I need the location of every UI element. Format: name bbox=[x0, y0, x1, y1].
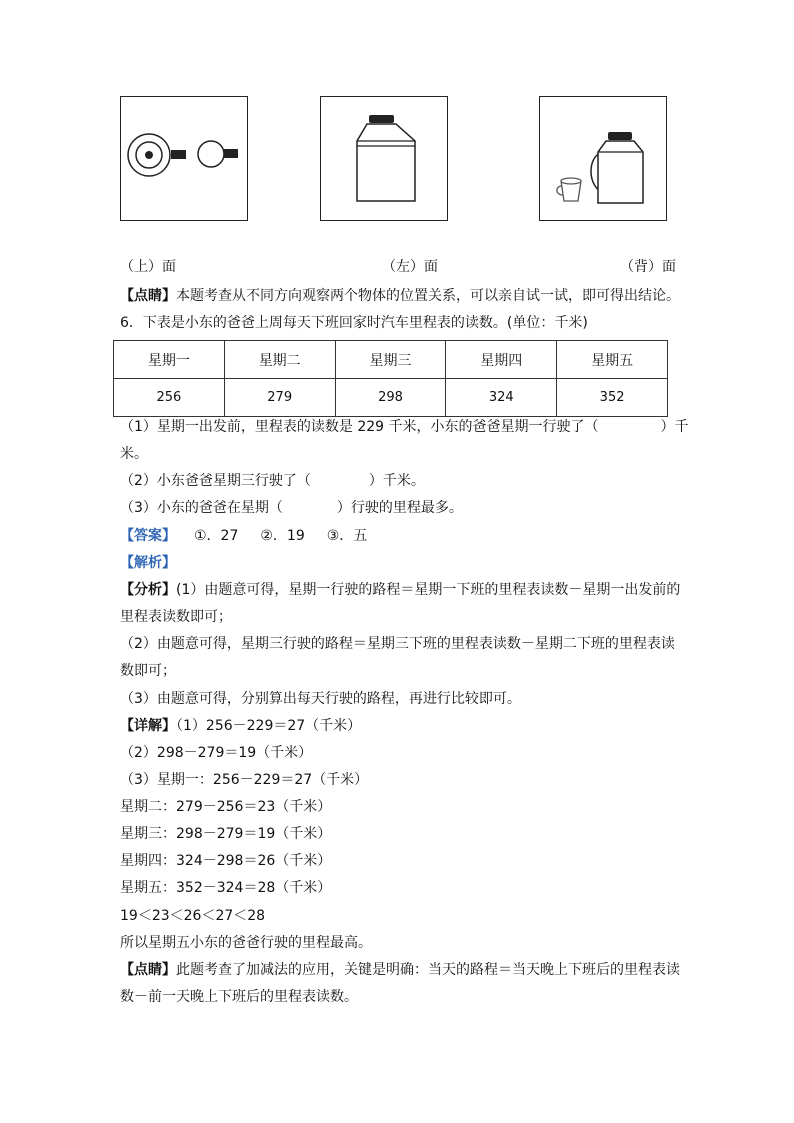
detail-line-6: 星期四：324－298＝26（千米） bbox=[120, 853, 332, 869]
analysis-paragraph-3: （3）由题意可得，分别算出每天行驶的路程，再进行比较即可。 bbox=[120, 691, 521, 707]
header-cell: 星期四 bbox=[446, 341, 557, 379]
kettle-knob bbox=[145, 151, 153, 159]
sub-question-1-cont: 米。 bbox=[120, 446, 148, 462]
header-cell: 星期三 bbox=[335, 341, 446, 379]
q3-text: （3）小东的爸爸在星期（ bbox=[120, 500, 283, 516]
dianjing-paragraph-2 bbox=[120, 960, 680, 980]
kettle-body bbox=[598, 141, 643, 203]
top-view-drawing bbox=[121, 97, 249, 222]
sub-question-3 bbox=[120, 498, 463, 518]
dianjing-text: 本题考查从不同方向观察两个物体的位置关系，可以亲自试一试，即可得出结论。 bbox=[176, 288, 680, 304]
left-view-drawing bbox=[321, 97, 449, 222]
detail-line-5: 星期三：298－279＝19（千米） bbox=[120, 826, 332, 842]
kettle-lid bbox=[608, 132, 632, 140]
detail-line-4: 星期二：279－256＝23（千米） bbox=[120, 799, 332, 815]
detail-line-3: （3）星期一：256－229＝27（千米） bbox=[120, 772, 369, 788]
analysis-text: (1）由题意可得，星期一行驶的路程＝星期一下班的里程表读数－星期一出发前的 bbox=[176, 582, 681, 598]
sub-question-2 bbox=[120, 471, 425, 491]
dianjing-paragraph-1 bbox=[120, 286, 680, 306]
answer-item: ②．19 bbox=[260, 528, 305, 544]
cup-rim bbox=[561, 178, 581, 184]
figure-back-view bbox=[539, 96, 667, 221]
detail-line-9: 所以星期五小东的爸爸行驶的里程最高。 bbox=[120, 935, 372, 951]
dianjing-tag: 【点睛】 bbox=[120, 288, 176, 304]
answer-item: ③．五 bbox=[326, 528, 368, 544]
detail-text: （1）256－229＝27（千米） bbox=[176, 718, 362, 734]
kettle-handle bbox=[171, 150, 186, 159]
detail-tag: 【详解】 bbox=[120, 718, 176, 734]
value-cell: 256 bbox=[114, 379, 225, 417]
q2-text: （2）小东爸爸星期三行驶了（ bbox=[120, 473, 311, 489]
question-stem: 6．下表是小东的爸爸上周每天下班回家时汽车里程表的读数。(单位：千米) bbox=[120, 315, 588, 331]
analysis-tag: 【分析】 bbox=[120, 582, 176, 598]
cup-handle bbox=[224, 149, 238, 158]
table-value-row bbox=[114, 379, 668, 417]
header-cell: 星期五 bbox=[557, 341, 668, 379]
odometer-table bbox=[113, 340, 668, 417]
caption-top: （上）面 bbox=[120, 259, 176, 275]
bottle-body bbox=[357, 124, 415, 201]
analysis-paragraph-1-cont: 里程表读数即可； bbox=[120, 609, 232, 625]
q2-text-end: ）千米。 bbox=[368, 473, 425, 489]
value-cell: 279 bbox=[224, 379, 335, 417]
analysis-paragraph-1 bbox=[120, 580, 680, 600]
sub-question-1 bbox=[120, 417, 689, 437]
dianjing-tag: 【点睛】 bbox=[120, 962, 176, 978]
value-cell: 298 bbox=[335, 379, 446, 417]
detail-line-7: 星期五：352－324＝28（千米） bbox=[120, 880, 332, 896]
header-cell: 星期二 bbox=[224, 341, 335, 379]
value-cell: 324 bbox=[446, 379, 557, 417]
detail-line-2: （2）298－279＝19（千米） bbox=[120, 745, 313, 761]
detail-line-8: 19＜23＜26＜27＜28 bbox=[120, 908, 266, 924]
detail-line-1 bbox=[120, 716, 361, 736]
dianjing-paragraph-2-cont: 数－前一天晚上下班后的里程表读数。 bbox=[120, 989, 358, 1005]
table-header-row bbox=[114, 341, 668, 379]
caption-back: （背）面 bbox=[620, 259, 676, 275]
cup-outline bbox=[198, 141, 224, 167]
header-cell: 星期一 bbox=[114, 341, 225, 379]
dianjing-text: 此题考查了加减法的应用，关键是明确：当天的路程＝当天晚上下班后的里程表读 bbox=[176, 962, 680, 978]
back-view-drawing bbox=[540, 97, 668, 222]
answer-item: ①．27 bbox=[194, 528, 239, 544]
q3-text-end: ）行驶的里程最多。 bbox=[336, 500, 463, 516]
figure-left-view bbox=[320, 96, 448, 221]
answer-tag: 【答案】 bbox=[120, 528, 176, 544]
q1-text-end: ）千 bbox=[660, 419, 689, 435]
figure-top-view bbox=[120, 96, 248, 221]
q1-text: （1）星期一出发前，里程表的读数是 229 千米，小东的爸爸星期一行驶了（ bbox=[120, 419, 599, 435]
bottle-cap bbox=[369, 115, 394, 123]
jiexi-heading: 【解析】 bbox=[120, 555, 176, 571]
analysis-paragraph-2-cont: 数即可； bbox=[120, 663, 176, 679]
value-cell: 352 bbox=[557, 379, 668, 417]
answer-line bbox=[120, 526, 367, 546]
analysis-paragraph-2: （2）由题意可得，星期三行驶的路程＝星期三下班的里程表读数－星期二下班的里程表读 bbox=[120, 636, 675, 652]
caption-left: （左）面 bbox=[382, 259, 438, 275]
